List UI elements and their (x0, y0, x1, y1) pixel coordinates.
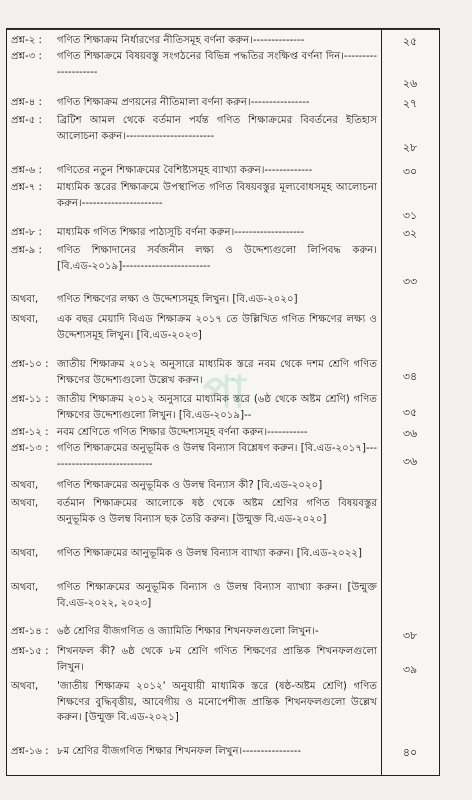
page-number: ৩৬ (402, 455, 418, 468)
question-label: প্রশ্ন-৫ : (11, 115, 42, 126)
contents-row (11, 392, 381, 423)
page-number: ৩৫ (402, 406, 418, 419)
page-number: ২৫ (402, 35, 418, 48)
contents-row (11, 95, 381, 111)
contents-row (11, 312, 381, 343)
question-text: গণিত শিক্ষণের লক্ষ্য ও উদ্দেশ্যসমূহ লিখুন। [বি.এড-২০২০] (57, 294, 298, 305)
question-text: মাধ্যমিক গণিত শিক্ষার পাঠ্যসূচি বর্ণনা করুন।------------------- (57, 227, 305, 238)
contents-row (11, 496, 381, 527)
contents-row (11, 624, 381, 640)
contents-row (11, 441, 381, 472)
page-number: ৩০ (402, 165, 418, 178)
question-text: মাধ্যমিক স্তরের শিক্ষাক্রমে উপস্থাপিত গণিত বিষয়বস্তুর মূল্যবোধসমূহ আলোচনা করুন।---------------------- (57, 182, 377, 209)
question-text: গণিতের নতুন শিক্ষাক্রমের বৈশিষ্ট্যসমূহ ব্যাখ্যা করুন।------------- (57, 165, 313, 176)
contents-row (11, 425, 381, 441)
contents-row (11, 243, 381, 274)
contents-row (11, 163, 381, 179)
page-number: ৩১ (402, 209, 418, 222)
question-label: প্রশ্ন-৬ : (11, 165, 42, 176)
contents-row (11, 580, 381, 611)
question-label: অথবা, (11, 498, 39, 509)
contents-row (11, 49, 381, 80)
question-label: অথবা, (11, 480, 39, 491)
question-label: অথবা, (11, 548, 39, 559)
question-label: প্রশ্ন-১০ : (11, 359, 49, 370)
contents-row (11, 33, 381, 49)
contents-row (11, 478, 381, 494)
contents-row (11, 357, 381, 388)
question-text: গণিত শিক্ষাক্রমে বিষয়বস্তু সংগঠনের বিভিন্ন পদ্ধতির সংক্ষিপ্ত বর্ণনা দিন।-------------------- (57, 51, 377, 78)
question-text: গণিত শিক্ষাক্রমের আনুভূমিক ও উলম্ব বিন্যাস ব্যাখ্যা করুন। [বি.এড-২০২২] (57, 548, 362, 559)
page-number: ৪০ (402, 746, 418, 759)
question-label: অথবা, (11, 582, 39, 593)
page-number: ২৮ (402, 141, 418, 154)
question-label: প্রশ্ন-৮ : (11, 227, 42, 238)
question-text: বর্তমান শিক্ষাক্রমের আলোকে ষষ্ঠ থেকে অষ্টম শ্রেণির গণিত বিষয়বস্তুর অনুভূমিক ও উলম্ব বিন্যাস ছক তৈরি করুন। [উন্মুক্ত বি.এড-২০২০] (57, 498, 377, 525)
question-text: জাতীয় শিক্ষাক্রম ২০১২ অনুসারে মাধ্যমিক স্তরে (৬ষ্ঠ থেকে অষ্টম শ্রেণি) গণিত শিক্ষণের উদ্দেশ্যগুলো লিখুন। [বি.এড-২০১৯]-- (57, 394, 377, 421)
question-text: ৬ষ্ঠ শ্রেণির বীজগণিত ও জ্যামিতি শিক্ষার শিখনফলগুলো লিখুন।- (57, 626, 319, 637)
page-number: ৩৩ (402, 275, 418, 288)
contents-row (11, 180, 381, 211)
question-text: ব্রিটিশ আমল থেকে বর্তমান পর্যন্ত গণিত শিক্ষাক্রমের বিবর্তনের ইতিহাস আলোচনা করুন।------------------------ (57, 115, 377, 142)
question-label: প্রশ্ন-৩ : (11, 51, 42, 62)
top-rule (7, 29, 439, 30)
question-text: 'জাতীয় শিক্ষাক্রম ২০১২' অনুযায়ী মাধ্যমিক স্তরে (ষষ্ঠ-অষ্টম শ্রেণি) গণিত শিক্ষণের বুদ্ধিবৃত্তীয়, আবেগীয় ও মনোপেশীজ প্রান্তিক শিখনফলগুলো উল্লেখ করুন। [উন্মুক্ত বি.এড-২০২১] (57, 681, 377, 724)
contents-row (11, 546, 381, 562)
page-number: ৩৪ (402, 370, 418, 383)
question-label: প্রশ্ন-৯ : (11, 245, 42, 256)
question-text: শিখনফল কী? ৬ষ্ঠ থেকে ৮ম শ্রেণি গণিত শিক্ষণের প্রান্তিক শিখনফলগুলো লিখুন। (57, 646, 377, 673)
page-number: ২৭ (402, 97, 418, 110)
watermark: পা (203, 367, 246, 418)
contents-row (11, 744, 381, 760)
question-label: অথবা, (11, 681, 39, 692)
question-label: প্রশ্ন-১২ : (11, 427, 49, 438)
page-number: ৩৯ (402, 663, 418, 676)
contents-row (11, 225, 381, 241)
question-label: প্রশ্ন-৪ : (11, 97, 42, 108)
question-label: অথবা, (11, 314, 39, 325)
contents-row (11, 644, 381, 675)
question-label: প্রশ্ন-১৪ : (11, 626, 49, 637)
question-label: প্রশ্ন-১১ : (11, 394, 49, 405)
question-label: প্রশ্ন-২ : (11, 35, 42, 46)
contents-row (11, 113, 381, 144)
question-text: নবম শ্রেণিতে গণিত শিক্ষার উদ্দেশ্যসমূহ বর্ণনা করুন।----------- (57, 427, 308, 438)
question-text: এক বছর মেয়াদি বিএড শিক্ষাক্রম ২০১৭ তে উল্লিখিত গণিত শিক্ষণের লক্ষ্য ও উদ্দেশ্যসমূহ লিখুন। [বি.এড-২০২৩] (57, 314, 377, 341)
page-number: ২৬ (402, 77, 418, 90)
question-text: গণিত শিক্ষাক্রমের অনুভূমিক বিন্যাস ও উলম্ব বিন্যাস ব্যাখ্যা করুন। [উন্মুক্ত বি.এড-২০২২, ২০২৩] (57, 582, 377, 609)
question-text: গণিত শিক্ষাক্রমের অনুভূমিক ও উলম্ব বিন্যাস বিশ্লেষণ করুন। [বি.এড-২০১৭]----------------------------- (57, 443, 377, 470)
question-text: জাতীয় শিক্ষাক্রম ২০১২ অনুসারে মাধ্যমিক স্তরে নবম থেকে দশম শ্রেণি গণিত শিক্ষণের উদ্দেশ্যগুলো উল্লেখ করুন। (57, 359, 377, 386)
page-number: ৩৬ (402, 427, 418, 440)
contents-table (6, 28, 440, 776)
contents-row (11, 292, 381, 308)
question-label: অথবা, (11, 294, 39, 305)
page-number: ৩২ (402, 227, 418, 240)
question-text: গণিত শিক্ষাদানের সর্বজনীন লক্ষ্য ও উদ্দেশ্যগুলো লিপিবদ্ধ করুন। [বি.এড-২০১৯]------------------------ (57, 245, 377, 272)
question-text: ৮ম শ্রেণির বীজগণিত শিক্ষার শিখনফল লিখুন।---------------- (57, 746, 302, 757)
question-text: গণিত শিক্ষাক্রম নির্ধারণের নীতিসমূহ বর্ণনা করুন।-------------- (57, 35, 305, 46)
question-label: প্রশ্ন-৭ : (11, 182, 42, 193)
question-label: প্রশ্ন-১৩ : (11, 443, 49, 454)
question-text: গণিত শিক্ষাক্রমের অনুভূমিক ও উলম্ব বিন্যাস কী? [বি.এড-২০২০] (57, 480, 323, 491)
page-number: ৩৮ (402, 629, 418, 642)
contents-row (11, 679, 381, 726)
question-label: প্রশ্ন-১৬ : (11, 746, 49, 757)
question-text: গণিত শিক্ষাক্রম প্রণয়নের নীতিমালা বর্ণনা করুন।---------------- (57, 97, 310, 108)
question-label: প্রশ্ন-১৫ : (11, 646, 49, 657)
